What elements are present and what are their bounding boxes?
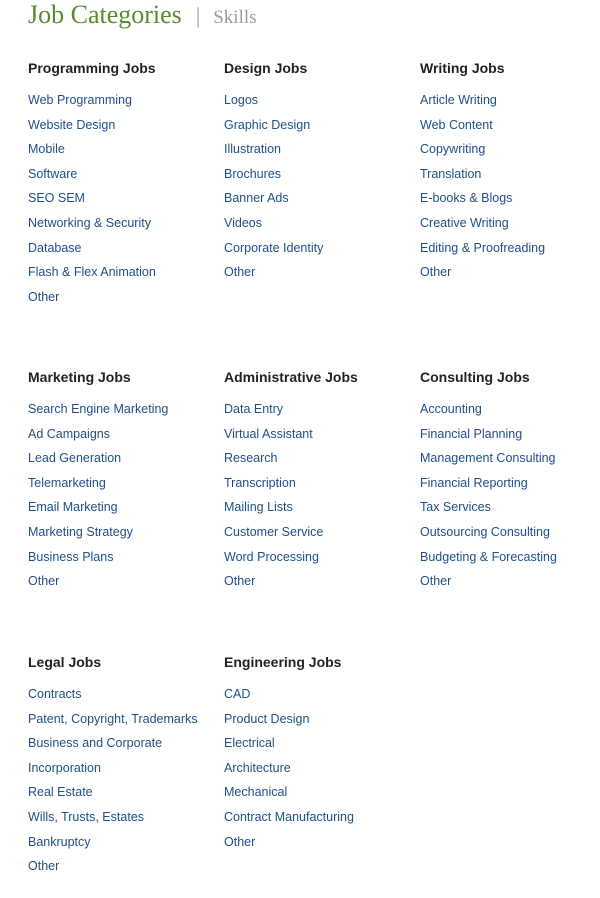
category-link[interactable]: Business and Corporate [28,736,163,751]
category-link[interactable]: Real Estate [28,785,93,800]
category-link[interactable]: Wills, Trusts, Estates [28,809,144,824]
category-link[interactable]: Other [420,265,452,280]
list-item [420,499,600,524]
category-link[interactable]: Architecture [224,760,291,775]
category-link[interactable]: Research [224,451,278,466]
category-link[interactable]: Electrical [224,736,275,751]
page-header [28,0,257,32]
category-link[interactable]: Networking & Security [28,215,151,230]
category-heading: Programming Jobs [28,60,156,76]
category-programming [28,59,224,313]
list-item [420,117,600,142]
list-item [28,215,224,240]
category-engineering [224,653,420,858]
list-item [28,166,224,191]
category-link[interactable]: Transcription [224,475,296,490]
list-item [224,264,420,289]
category-link[interactable]: Budgeting & Forecasting [420,549,557,564]
list-item [28,573,224,598]
category-link[interactable]: Management Consulting [420,451,556,466]
category-marketing [28,368,224,598]
list-item [28,426,224,451]
category-link-list [28,686,224,883]
list-item [224,475,420,500]
category-link[interactable]: Other [420,574,452,589]
list-item [224,215,420,240]
list-item [224,240,420,265]
category-link[interactable]: Web Content [420,117,493,132]
list-item [28,117,224,142]
category-link-list [28,401,224,598]
category-link[interactable]: Contracts [28,687,82,701]
category-link[interactable]: Data Entry [224,402,284,416]
category-link[interactable]: Telemarketing [28,475,106,490]
category-link[interactable]: Illustration [224,142,281,157]
category-link[interactable]: Creative Writing [420,215,509,230]
category-link[interactable]: Translation [420,166,482,181]
list-item [224,92,420,117]
category-link[interactable]: Database [28,240,82,255]
category-heading: Legal Jobs [28,654,102,670]
list-item [420,264,600,289]
category-writing [420,59,600,289]
category-link[interactable]: Other [224,265,256,280]
category-link[interactable]: Outsourcing Consulting [420,524,550,539]
category-link[interactable]: Other [28,859,60,874]
list-item [420,426,600,451]
list-item [224,117,420,142]
list-item [28,735,224,760]
category-link[interactable]: Virtual Assistant [224,426,313,441]
category-link[interactable]: Incorporation [28,760,101,775]
category-link[interactable]: Software [28,166,78,181]
category-link[interactable]: Website Design [28,117,116,132]
category-link[interactable]: Corporate Identity [224,240,324,255]
tab-skills[interactable]: Skills [213,7,257,28]
category-link[interactable]: Product Design [224,711,310,726]
category-heading: Administrative Jobs [224,369,358,385]
list-item [420,524,600,549]
list-item [420,92,600,117]
list-item [420,215,600,240]
category-link[interactable]: Financial Reporting [420,475,528,490]
category-link[interactable]: E-books & Blogs [420,191,513,206]
category-link[interactable]: Copywriting [420,142,486,157]
list-item [28,475,224,500]
category-link[interactable]: Bankruptcy [28,834,91,849]
category-heading: Writing Jobs [420,60,505,76]
category-link[interactable]: Customer Service [224,524,324,539]
list-item [224,426,420,451]
category-link-list [420,92,600,289]
category-heading: Engineering Jobs [224,654,342,670]
list-item [224,686,420,711]
list-item [28,450,224,475]
category-link[interactable]: Lead Generation [28,451,122,466]
category-heading: Consulting Jobs [420,369,530,385]
list-item [420,475,600,500]
category-link[interactable]: Other [224,834,256,849]
list-item [28,190,224,215]
category-administrative [224,368,420,598]
category-link[interactable]: Logos [224,93,259,107]
list-item [224,834,420,859]
list-item [420,141,600,166]
list-item [224,784,420,809]
list-item [224,711,420,736]
list-item [420,549,600,574]
list-item [28,834,224,859]
category-link[interactable]: Graphic Design [224,117,311,132]
list-item [224,573,420,598]
list-item [420,450,600,475]
list-item [28,686,224,711]
list-item [224,190,420,215]
list-item [420,166,600,191]
header-separator: | [195,3,201,28]
list-item [28,401,224,426]
category-link[interactable]: Editing & Proofreading [420,240,546,255]
category-link[interactable]: Flash & Flex Animation [28,265,156,280]
category-link-list [224,686,420,858]
category-link[interactable]: Mechanical [224,785,288,800]
category-link[interactable]: Patent, Copyright, Trademarks [28,711,198,726]
list-item [28,809,224,834]
list-item [224,450,420,475]
category-link[interactable]: Mobile [28,142,65,157]
page-title: Job Categories [28,0,182,29]
category-link[interactable]: Tax Services [420,500,491,515]
list-item [28,92,224,117]
category-link[interactable]: Other [28,289,60,304]
list-item [28,858,224,883]
list-item [224,809,420,834]
category-link[interactable]: Ad Campaigns [28,426,110,441]
list-item [224,141,420,166]
category-link[interactable]: Word Processing [224,549,319,564]
category-link-list [420,401,600,598]
list-item [420,401,600,426]
category-link[interactable]: Web Programming [28,93,132,107]
list-item [224,735,420,760]
category-link[interactable]: Email Marketing [28,500,118,515]
list-item [224,166,420,191]
category-link[interactable]: Mailing Lists [224,500,293,515]
category-heading: Design Jobs [224,60,308,76]
category-link[interactable]: Marketing Strategy [28,524,133,539]
list-item [28,264,224,289]
list-item [28,549,224,574]
category-heading: Marketing Jobs [28,369,131,385]
list-item [28,760,224,785]
list-item [28,784,224,809]
list-item [224,549,420,574]
list-item [28,141,224,166]
category-link-list [224,401,420,598]
category-link[interactable]: Article Writing [420,93,497,107]
category-link[interactable]: Financial Planning [420,426,523,441]
category-link[interactable]: Brochures [224,166,281,181]
list-item [28,499,224,524]
list-item [28,524,224,549]
category-link[interactable]: SEO SEM [28,191,85,206]
list-item [420,573,600,598]
list-item [224,499,420,524]
category-link[interactable]: Other [28,574,60,589]
list-item [224,401,420,426]
list-item [420,240,600,265]
category-link-list [28,92,224,313]
list-item [28,289,224,314]
list-item [28,240,224,265]
category-link[interactable]: Contract Manufacturing [224,809,354,824]
category-link[interactable]: Search Engine Marketing [28,402,169,416]
category-link-list [224,92,420,289]
list-item [28,711,224,736]
category-legal [28,653,224,883]
list-item [420,190,600,215]
category-link[interactable]: Business Plans [28,549,114,564]
category-link[interactable]: Accounting [420,402,482,416]
category-link[interactable]: Banner Ads [224,191,289,206]
list-item [224,760,420,785]
category-design [224,59,420,289]
category-link[interactable]: CAD [224,687,251,701]
category-link[interactable]: Videos [224,215,262,230]
list-item [224,524,420,549]
category-consulting [420,368,600,598]
category-link[interactable]: Other [224,574,256,589]
